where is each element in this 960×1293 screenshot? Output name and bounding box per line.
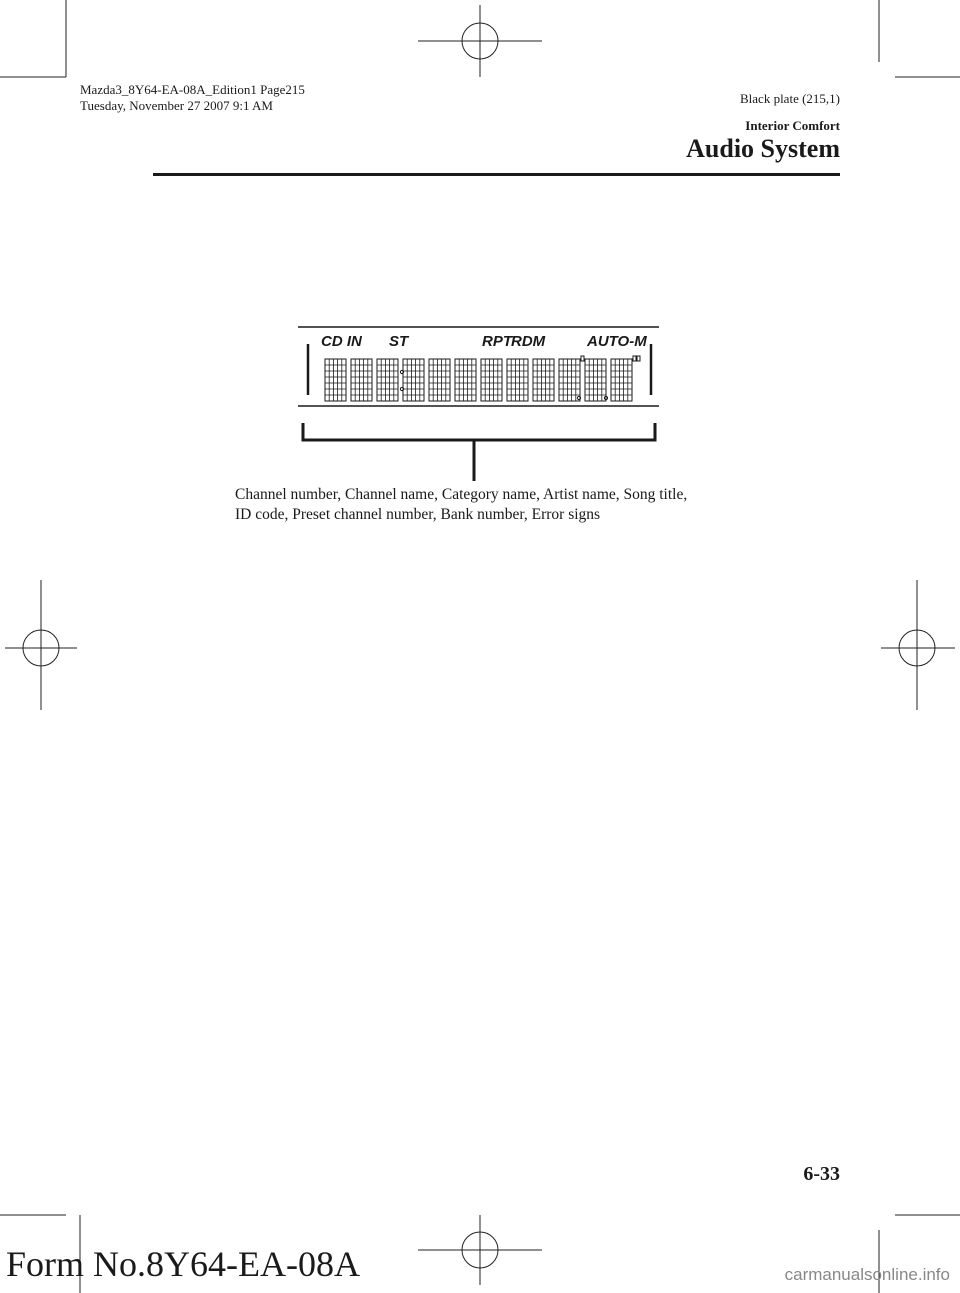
matrix-character-cell — [429, 359, 450, 401]
caption-line-1: Channel number, Channel name, Category name, Artist name, Song title, — [235, 486, 688, 503]
indicator-st: ST — [389, 333, 409, 350]
indicator-cd-in: CD IN — [321, 333, 362, 350]
dot-matrix-characters — [325, 359, 632, 401]
matrix-character-cell — [559, 359, 580, 401]
matrix-character-cell — [533, 359, 554, 401]
print-date-line: Tuesday, November 27 2007 9:1 AM — [80, 98, 273, 113]
matrix-character-cell — [585, 359, 606, 401]
matrix-character-cell — [507, 359, 528, 401]
matrix-character-cell — [325, 359, 346, 401]
matrix-character-cell — [611, 359, 632, 401]
form-number: Form No.8Y64-EA-08A — [6, 1244, 360, 1284]
section-label: Interior Comfort — [745, 118, 840, 133]
matrix-character-cell — [481, 359, 502, 401]
matrix-character-cell — [455, 359, 476, 401]
matrix-character-cell — [351, 359, 372, 401]
matrix-character-cell — [377, 359, 398, 401]
indicator-rdm: RDM — [511, 333, 546, 350]
indicator-auto-m: AUTO-M — [587, 333, 647, 350]
display-caption — [235, 485, 687, 525]
bracket — [303, 423, 655, 440]
page-title: Audio System — [686, 134, 840, 163]
matrix-marks — [400, 356, 640, 400]
page-number: 6-33 — [803, 1163, 840, 1185]
indicator-rpt: RPT — [482, 333, 512, 350]
black-plate-label: Black plate (215,1) — [740, 91, 840, 106]
watermark: carmanualsonline.info — [784, 1265, 950, 1284]
print-file-line: Mazda3_8Y64-EA-08A_Edition1 Page215 — [80, 82, 305, 97]
matrix-character-cell — [403, 359, 424, 401]
caption-line-2: ID code, Preset channel number, Bank number, Error signs — [235, 506, 601, 523]
